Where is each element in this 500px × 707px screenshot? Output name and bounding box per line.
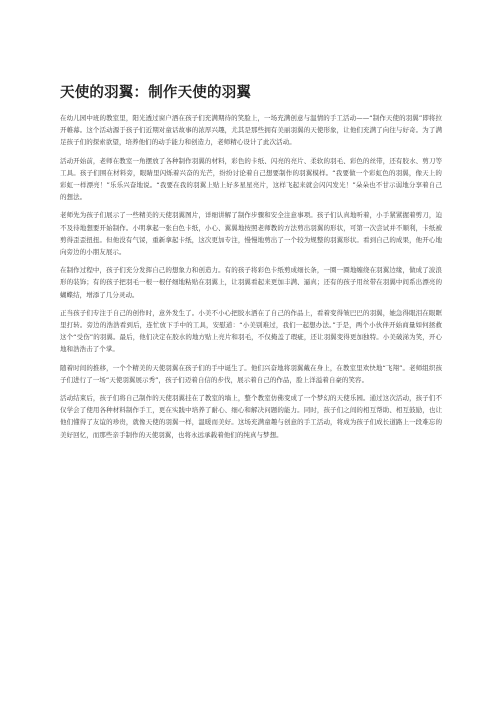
paragraph-4: 在制作过程中，孩子们充分发挥自己的想象力和创造力。有的孩子将彩色卡纸剪成细长条，一圈一圈地缠绕在羽翼边缘，做成了波浪形的装饰；有的孩子把羽毛一根一根仔细地粘贴在羽翼上，让羽翼看起来更加丰满、逼真；还有的孩子用丝带在羽翼中间系出漂亮的蝴蝶结，增添了几分灵动。	[60, 266, 442, 299]
paragraph-6: 随着时间的推移，一个个精美的天使羽翼在孩子们的手中诞生了。他们兴奋地将羽翼戴在身上，在教室里欢快地“飞翔”。老师组织孩子们进行了一场“天使羽翼展示秀”，孩子们迈着自信的步伐，展示着自己的作品，脸上洋溢着自豪的笑容。	[60, 363, 442, 384]
paragraph-1: 在幼儿园中班的教室里，阳光透过窗户洒在孩子们充满期待的笑脸上，一场充满创意与温情的手工活动——“制作天使的羽翼”即将拉开帷幕。这个活动源于孩子们近期对童话故事的浓厚兴趣，尤其是那些拥有美丽羽翼的天使形象，让他们充满了向往与好奇。为了满足孩子们的探索欲望，培养他们的动手能力和创造力，老师精心设计了此次活动。	[60, 114, 442, 147]
paragraph-2: 活动开始前，老师在教室一角摆放了各种制作羽翼的材料，彩色的卡纸、闪亮的亮片、柔软的羽毛、彩色的丝带，还有胶水、剪刀等工具。孩子们围在材料旁，眼睛里闪烁着兴奋的光芒，纷纷讨论着自己想要制作的羽翼模样。“我要做一个彩虹色的羽翼，像天上的彩虹一样漂亮！”乐乐兴奋地说。“我要在我的羽翼上贴上好多星星亮片，这样飞起来就会闪闪发光！”朵朵也不甘示弱地分享着自己的想法。	[60, 156, 442, 202]
document-page	[60, 84, 442, 447]
paragraph-3: 老师先为孩子们展示了一些精美的天使羽翼图片，详细讲解了制作步骤和安全注意事项。孩子们认真地听着，小手紧紧握着剪刀，迫不及待地想要开始制作。小明拿起一张白色卡纸，小心、翼翼地按照老师教的方法剪出羽翼的形状，可第一次尝试并不顺利，卡纸被剪得歪歪扭扭。但他没有气馁，重新拿起卡纸，这次更加专注，慢慢地剪出了一个较为规整的羽翼形状。看到自己的成果，他开心地向旁边的小朋友展示。	[60, 211, 442, 257]
paragraph-5: 正当孩子们专注于自己的创作时，意外发生了。小美不小心把胶水洒在了自己的作品上，看着变得皱巴巴的羽翼，她急得眼泪在眼眶里打转。旁边的浩浩看到后，连忙放下手中的工具，安慰道：“小美别难过，我们一起想办法。”于是，两个小伙伴开始商量如何拯救这个“受伤”的羽翼。最后，他们决定在胶水的地方贴上亮片和羽毛，不仅掩盖了瑕疵，还让羽翼变得更加独特。小美破涕为笑，开心地和浩浩击了个掌。	[60, 308, 442, 354]
document-title: 天使的羽翼：制作天使的羽翼	[60, 85, 252, 101]
paragraph-7: 活动结束后，孩子们将自己制作的天使羽翼挂在了教室的墙上，整个教室仿佛变成了一个梦幻的天使乐园。通过这次活动，孩子们不仅学会了使用各种材料制作手工，更在实践中培养了耐心、细心和解决问题的能力。同时，孩子们之间的相互帮助、相互鼓励，也让他们懂得了友谊的珍贵，就像天使的羽翼一样，温暖而美好。这场充满童趣与创意的手工活动，将成为孩子们成长道路上一段难忘的美好回忆，而那些亲手制作的天使羽翼，也将永远承载着他们的纯真与梦想。	[60, 394, 442, 439]
